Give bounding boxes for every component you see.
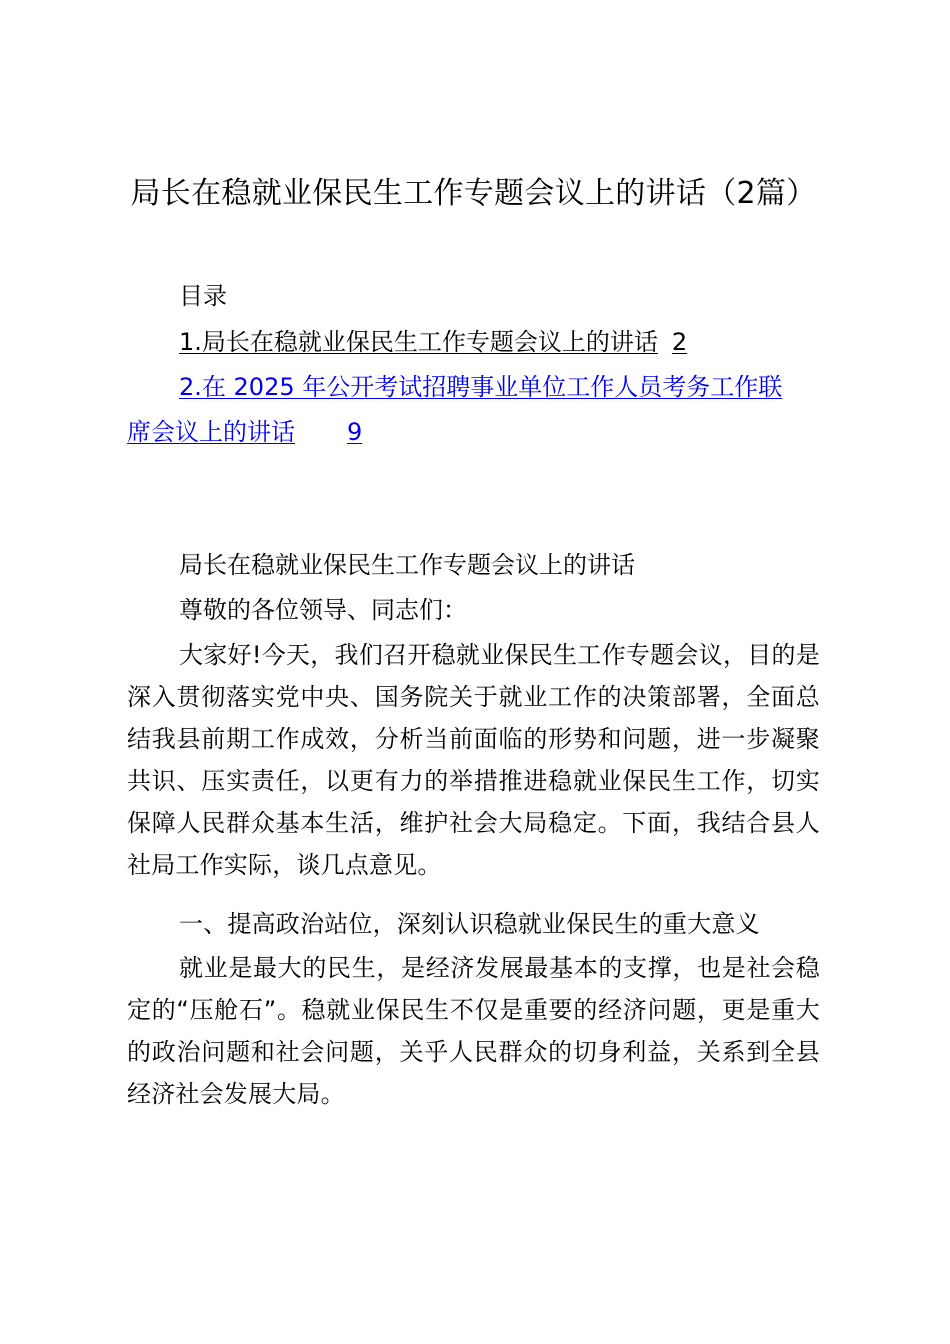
toc-entry-2-page: 9 [347,418,363,446]
toc-entry-2-label-line1: 2.在 2025 年公开考试招聘事业单位工作人员考务工作联 [179,373,783,401]
section-heading-1: 一、提高政治站位，深刻认识稳就业保民生的重大意义 [179,910,760,938]
salutation: 尊敬的各位领导、同志们： [179,596,467,624]
body-paragraph-2: 就业是最大的民生，是经济发展最基本的支撑，也是社会稳定的“压舱石”。稳就业保民生不仅是重要的经济问题，更是重大的政治问题和社会问题，关乎人民群众的切身利益，关系到全县经济社会发展大局。 [127,954,820,1108]
section-title: 局长在稳就业保民生工作专题会议上的讲话 [179,551,635,579]
toc-entry-1-label: 1.局长在稳就业保民生工作专题会议上的讲话 [179,328,658,356]
body-paragraph-1: 大家好!今天，我们召开稳就业保民生工作专题会议，目的是深入贯彻落实党中央、国务院关于就业工作的决策部署，全面总结我县前期工作成效，分析当前面临的形势和问题，进一步凝聚共识、压实责任，以更有力的举措推进稳就业保民生工作，切实保障人民群众基本生活，维护社会大局稳定。下面，我结合县人社局工作实际，谈几点意见。 [127,641,820,879]
toc-entry-2-continued[interactable] [127,411,362,453]
toc-entry-1[interactable] [179,321,687,363]
toc-entry-2[interactable] [179,366,782,408]
toc-heading: 目录 [179,282,227,310]
toc-entry-1-page: 2 [671,328,688,356]
document-title: 局长在稳就业保民生工作专题会议上的讲话（2篇） [130,176,817,211]
toc-entry-2-label-line2: 席会议上的讲话 [127,418,295,446]
